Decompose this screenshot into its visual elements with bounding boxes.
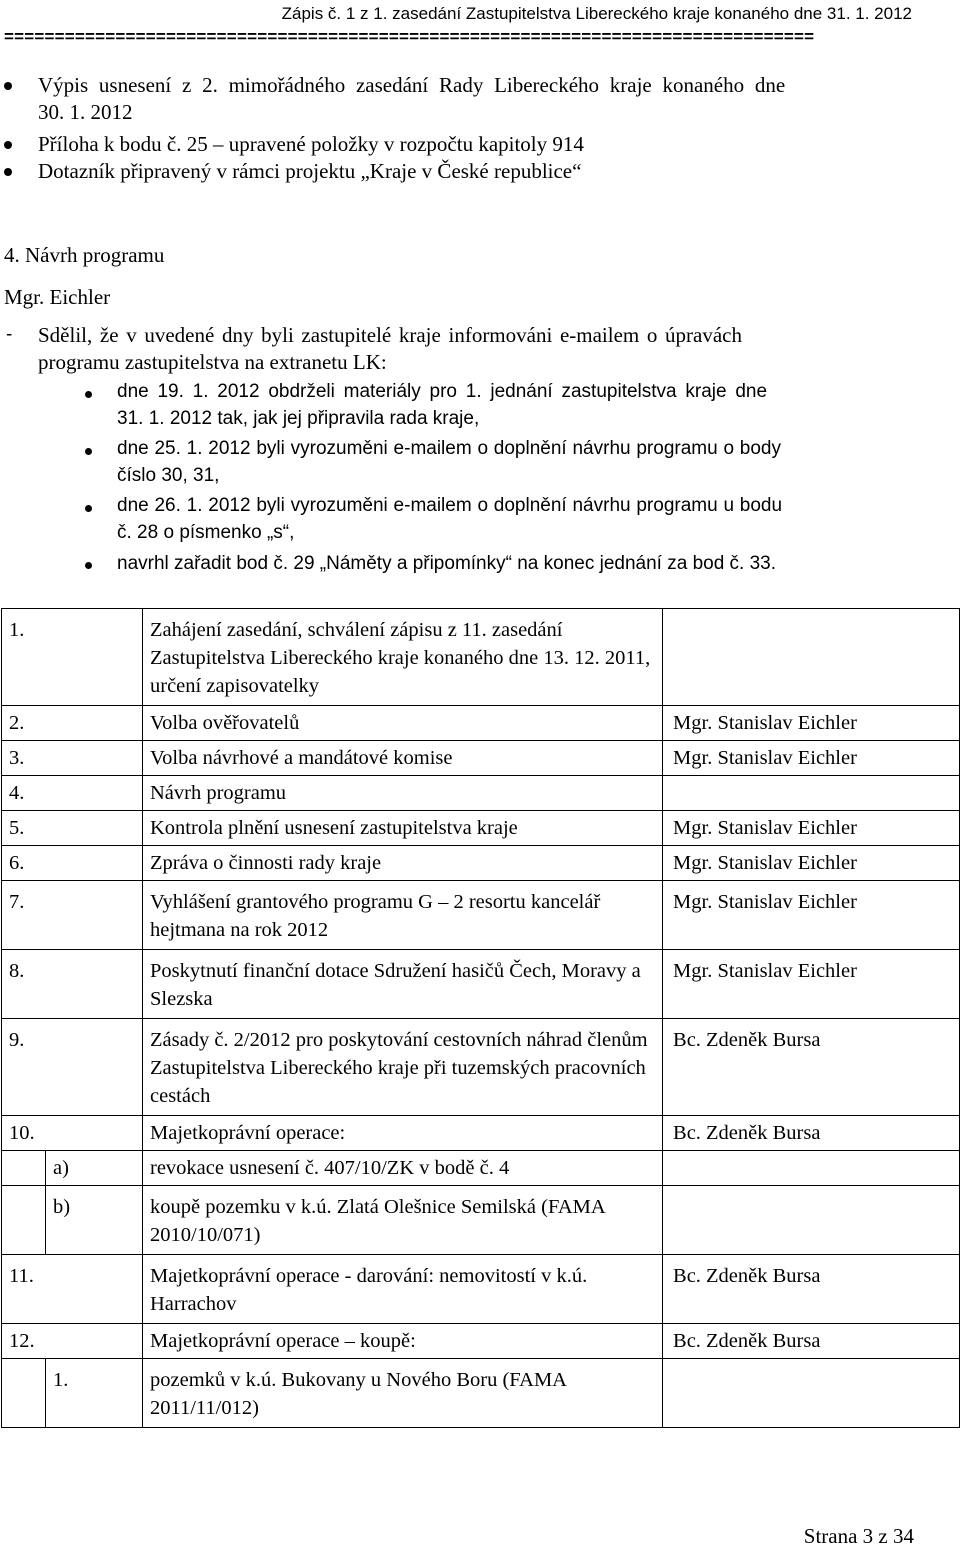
agenda-table xyxy=(1,608,960,1428)
table-subrow xyxy=(2,1186,960,1255)
agenda-subitem-letter: b) xyxy=(46,1186,143,1255)
agenda-speaker: Bc. Zdeněk Bursa xyxy=(663,1255,960,1324)
agenda-title: Majetkoprávní operace – koupě: xyxy=(143,1324,663,1359)
agenda-subitem-title: revokace usnesení č. 407/10/ZK v bodě č. 4 xyxy=(143,1151,663,1186)
agenda-number: 8. xyxy=(2,950,143,1019)
header-separator: ================================================================================ xyxy=(4,27,815,46)
agenda-number: 2. xyxy=(2,706,143,741)
agenda-number: 5. xyxy=(2,811,143,846)
agenda-title: Zahájení zasedání, schválení zápisu z 11. zasedání Zastupitelstva Libereckého kraje konaného dne 13. 12. 2011, určení zapisovatelky xyxy=(143,609,663,706)
table-row xyxy=(2,881,960,950)
list-item: dne 19. 1. 2012 obdrželi materiály pro 1. jednání zastupitelstva kraje dne xyxy=(117,381,768,402)
bullet-icon xyxy=(4,141,12,149)
dash-marker: - xyxy=(6,324,13,345)
bullet-icon xyxy=(85,505,92,512)
list-item-continuation: 31. 1. 2012 tak, jak jej připravila rada kraje, xyxy=(117,408,480,429)
agenda-number: 10. xyxy=(2,1116,143,1151)
attachment-item-continuation: 30. 1. 2012 xyxy=(38,100,133,124)
attachment-item: Příloha k bodu č. 25 – upravené položky v rozpočtu kapitoly 914 xyxy=(38,132,584,156)
list-item-continuation: číslo 30, 31, xyxy=(117,465,220,486)
agenda-title: Poskytnutí finanční dotace Sdružení hasičů Čech, Moravy a Slezska xyxy=(143,950,663,1019)
agenda-title: Majetkoprávní operace: xyxy=(143,1116,663,1151)
agenda-speaker: Mgr. Stanislav Eichler xyxy=(663,846,960,881)
table-row xyxy=(2,811,960,846)
attachment-item: Dotazník připravený v rámci projektu „Kraje v České republice“ xyxy=(38,159,582,183)
list-item: dne 26. 1. 2012 byli vyrozuměni e-mailem o doplnění návrhu programu u bodu xyxy=(117,495,783,516)
agenda-number: 6. xyxy=(2,846,143,881)
bullet-icon xyxy=(85,448,92,455)
empty-cell xyxy=(2,1359,46,1428)
table-row xyxy=(2,1019,960,1116)
document-header-title: Zápis č. 1 z 1. zasedání Zastupitelstva Libereckého kraje konaného dne 31. 1. 2012 xyxy=(281,4,912,23)
bullet-icon xyxy=(85,562,92,569)
agenda-speaker: Mgr. Stanislav Eichler xyxy=(663,811,960,846)
agenda-speaker: Mgr. Stanislav Eichler xyxy=(663,950,960,1019)
table-row xyxy=(2,950,960,1019)
table-subrow xyxy=(2,1151,960,1186)
list-item-continuation: č. 28 o písmenko „s“, xyxy=(117,522,295,543)
attachment-item: Výpis usnesení z 2. mimořádného zasedání Rady Libereckého kraje konaného dne xyxy=(38,73,786,97)
agenda-speaker: Mgr. Stanislav Eichler xyxy=(663,741,960,776)
agenda-speaker: Mgr. Stanislav Eichler xyxy=(663,881,960,950)
agenda-subitem-title: koupě pozemku v k.ú. Zlatá Olešnice Semilská (FAMA 2010/10/071) xyxy=(143,1186,663,1255)
page-number: Strana 3 z 34 xyxy=(803,1524,914,1548)
bullet-icon xyxy=(4,168,12,176)
agenda-number: 3. xyxy=(2,741,143,776)
table-row xyxy=(2,776,960,811)
agenda-number: 4. xyxy=(2,776,143,811)
speaker-name: Mgr. Eichler xyxy=(4,285,111,309)
agenda-title: Kontrola plnění usnesení zastupitelstva kraje xyxy=(143,811,663,846)
agenda-title: Zpráva o činnosti rady kraje xyxy=(143,846,663,881)
empty-cell xyxy=(663,1359,960,1428)
bullet-icon xyxy=(4,82,12,90)
agenda-number: 7. xyxy=(2,881,143,950)
agenda-title: Majetkoprávní operace - darování: nemovitostí v k.ú. Harrachov xyxy=(143,1255,663,1324)
empty-cell xyxy=(2,1151,46,1186)
agenda-subitem-title: pozemků v k.ú. Bukovany u Nového Boru (FAMA 2011/11/012) xyxy=(143,1359,663,1428)
agenda-speaker: Mgr. Stanislav Eichler xyxy=(663,706,960,741)
agenda-speaker xyxy=(663,776,960,811)
agenda-title: Vyhlášení grantového programu G – 2 resortu kancelář hejtmana na rok 2012 xyxy=(143,881,663,950)
bullet-icon xyxy=(85,391,92,398)
empty-cell xyxy=(663,1151,960,1186)
section-heading: 4. Návrh programu xyxy=(4,243,165,267)
empty-cell xyxy=(2,1186,46,1255)
agenda-number: 11. xyxy=(2,1255,143,1324)
agenda-number: 12. xyxy=(2,1324,143,1359)
agenda-number: 1. xyxy=(2,609,143,706)
table-row xyxy=(2,706,960,741)
table-row xyxy=(2,1324,960,1359)
table-row xyxy=(2,1116,960,1151)
agenda-speaker: Bc. Zdeněk Bursa xyxy=(663,1324,960,1359)
table-row xyxy=(2,846,960,881)
paragraph-text: Sdělil, že v uvedené dny byli zastupitelé kraje informováni e-mailem o úpravách xyxy=(38,323,742,347)
table-subrow xyxy=(2,1359,960,1428)
table-row xyxy=(2,609,960,706)
agenda-title: Návrh programu xyxy=(143,776,663,811)
agenda-speaker: Bc. Zdeněk Bursa xyxy=(663,1116,960,1151)
table-row xyxy=(2,1255,960,1324)
agenda-speaker: Bc. Zdeněk Bursa xyxy=(663,1019,960,1116)
list-item: navrhl zařadit bod č. 29 „Náměty a připomínky“ na konec jednání za bod č. 33. xyxy=(117,553,777,574)
agenda-title: Zásady č. 2/2012 pro poskytování cestovních náhrad členům Zastupitelstva Libereckého kraje při tuzemských pracovních cestách xyxy=(143,1019,663,1116)
paragraph-text: programu zastupitelstva na extranetu LK: xyxy=(38,350,387,374)
agenda-title: Volba ověřovatelů xyxy=(143,706,663,741)
agenda-subitem-letter: a) xyxy=(46,1151,143,1186)
agenda-speaker xyxy=(663,609,960,706)
list-item: dne 25. 1. 2012 byli vyrozuměni e-mailem o doplnění návrhu programu o body xyxy=(117,438,781,459)
agenda-title: Volba návrhové a mandátové komise xyxy=(143,741,663,776)
empty-cell xyxy=(663,1186,960,1255)
table-row xyxy=(2,741,960,776)
agenda-number: 9. xyxy=(2,1019,143,1116)
agenda-subitem-letter: 1. xyxy=(46,1359,143,1428)
